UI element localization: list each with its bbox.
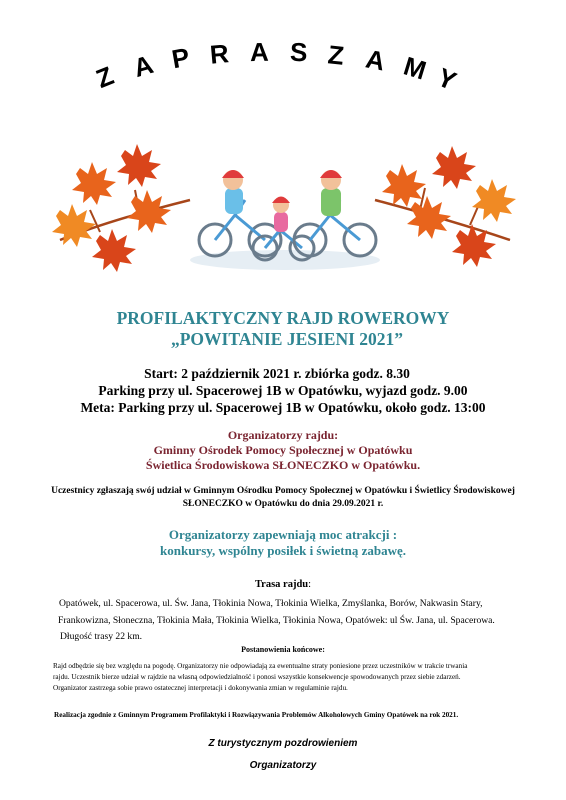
route-line1: Opatówek, ul. Spacerowa, ul. Św. Jana, Tłokinia Nowa, Tłokinia Wielka, Zmyślanka, Borów, Nakwasin Stary, xyxy=(59,598,483,609)
registration-line1: Uczestnicy zgłaszają swój udział w Gminnym Ośrodku Pomocy Społecznej w Opatówku i Świetlicy Środowiskowej xyxy=(51,486,515,496)
route-line2: Frankowizna, Słoneczna, Tłokinia Mała, Tłokinia Wielka, Tłokinia Nowa, Opatówek: ul Św. Jana, ul. Spacerowa. xyxy=(58,615,495,626)
title-letter: Z xyxy=(91,60,118,94)
arched-title xyxy=(0,0,566,110)
title-letter: A xyxy=(249,36,270,68)
route-length: Długość trasy 22 km. xyxy=(60,631,143,642)
route-heading: Trasa rajdu: xyxy=(254,579,312,590)
organizers-heading: Organizatorzy rajdu: xyxy=(227,428,339,442)
attractions-line2: konkursy, wspólny posiłek i świetną zabawę. xyxy=(160,543,406,558)
title-letter: Y xyxy=(433,61,461,97)
registration-line2: SŁONECZKO w Opatówku do dnia 29.09.2021 r. xyxy=(182,499,384,509)
autumn-maple-leaves-icon xyxy=(375,146,516,267)
illustration xyxy=(40,140,530,280)
rules-line2: rajdu. Uczestnik bierze udział w rajdzie na własną odpowiedzialność i ponosi wszystkie konsekwencje spowodowanych przez siebie zdarzeń. xyxy=(53,673,461,681)
event-title-line2: „POWITANIE JESIENI 2021” xyxy=(170,329,404,349)
rules-heading: Postanowienia końcowe: xyxy=(241,645,325,654)
rules-line3: Organizator zastrzega sobie prawo ostatecznej interpretacji i dokonywania zmian w regulaminie rajdu. xyxy=(53,684,348,692)
organizers-org1: Gminny Ośrodek Pomocy Społecznej w Opatówku xyxy=(153,443,413,457)
title-letter: M xyxy=(400,50,430,86)
family-cycling-icon xyxy=(190,170,380,270)
route-heading-label: Trasa rajdu xyxy=(254,579,309,590)
event-start: Start: 2 październik 2021 r. zbiórka godz. 8.30 xyxy=(144,366,410,381)
title-letter: A xyxy=(130,49,157,84)
event-parking: Parking przy ul. Spacerowej 1B w Opatówku, wyjazd godz. 9.00 xyxy=(98,383,468,398)
title-letter: A xyxy=(363,43,388,77)
event-title-line1: PROFILAKTYCZNY RAJD ROWEROWY xyxy=(116,308,450,328)
closing-greeting: Z turystycznym pozdrowieniem xyxy=(208,738,358,749)
organizers-org2: Świetlica Środowiskowa SŁONECZKO w Opatówku. xyxy=(145,458,421,472)
title-letter: P xyxy=(169,41,192,75)
event-finish: Meta: Parking przy ul. Spacerowej 1B w Opatówku, około godz. 13:00 xyxy=(80,400,486,415)
title-letter: R xyxy=(208,38,231,70)
title-letter: Z xyxy=(326,39,346,71)
program-note: Realizacja zgodnie z Gminnym Programem Profilaktyki i Rozwiązywania Problemów Alkoholowych Gminy Opatówek na rok 2021. xyxy=(54,711,459,719)
rules-line1: Rajd odbędzie się bez względu na pogodę. Organizatorzy nie odpowiadają za ewentualne straty poniesione przez uczestników w trakcie trwania xyxy=(53,662,468,670)
attractions-line1: Organizatorzy zapewniają moc atrakcji : xyxy=(168,527,398,542)
autumn-maple-leaves-icon xyxy=(52,144,190,272)
closing-signature: Organizatorzy xyxy=(249,760,317,771)
title-letter: S xyxy=(289,36,308,68)
